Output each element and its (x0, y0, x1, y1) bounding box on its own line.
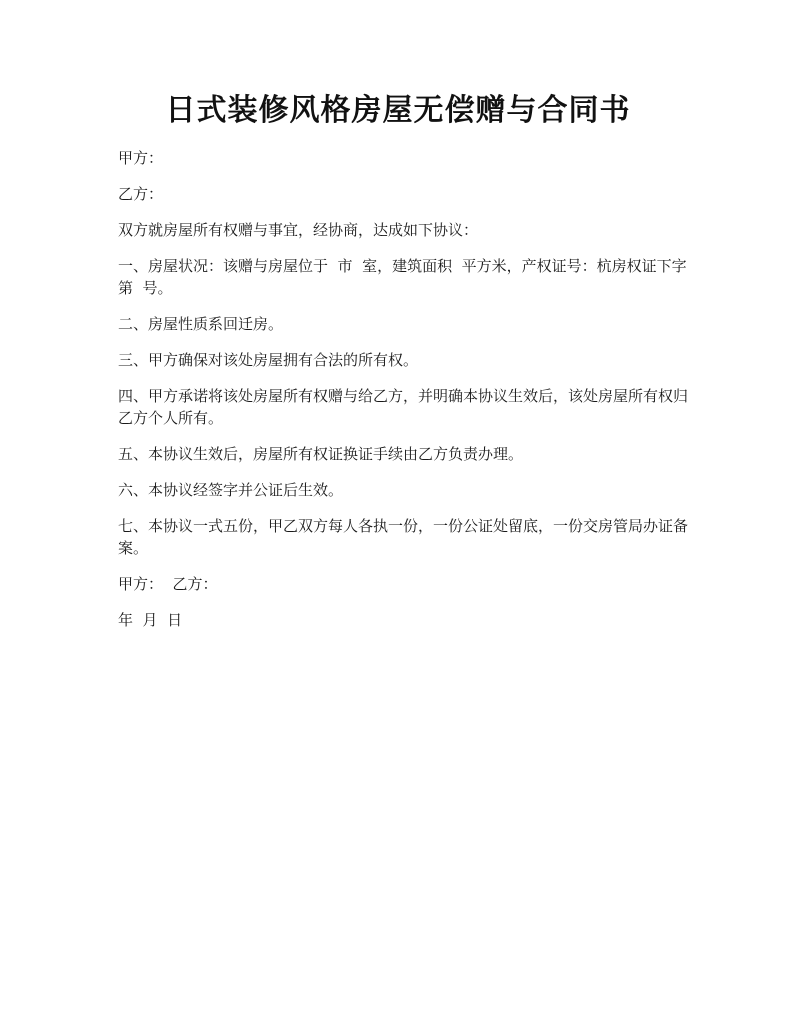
clause-1: 一、房屋状况：该赠与房屋位于 市 室，建筑面积 平方米，产权证号：杭房权证下字第 号。 (118, 257, 687, 297)
clause-2: 二、房屋性质系回迁房。 (118, 315, 284, 333)
date-line: 年 月 日 (118, 611, 183, 629)
document-title: 日式装修风格房屋无偿赠与合同书 (165, 93, 631, 128)
document-body (118, 147, 688, 645)
party-b-line: 乙方： (118, 185, 164, 203)
party-a-line: 甲方： (118, 149, 164, 167)
clause-3: 三、甲方确保对该处房屋拥有合法的所有权。 (118, 351, 419, 369)
clause-6: 六、本协议经签字并公证后生效。 (118, 481, 344, 499)
intro-paragraph: 双方就房屋所有权赠与事宜，经协商，达成如下协议： (118, 221, 479, 239)
clause-4: 四、甲方承诺将该处房屋所有权赠与给乙方，并明确本协议生效后，该处房屋所有权归乙方个人所有。 (118, 387, 689, 427)
clause-7: 七、本协议一式五份，甲乙双方每人各执一份，一份公证处留底，一份交房管局办证备案。 (118, 517, 689, 557)
clause-5: 五、本协议生效后，房屋所有权证换证手续由乙方负责办理。 (118, 445, 524, 463)
signature-line: 甲方： 乙方： (118, 575, 218, 593)
